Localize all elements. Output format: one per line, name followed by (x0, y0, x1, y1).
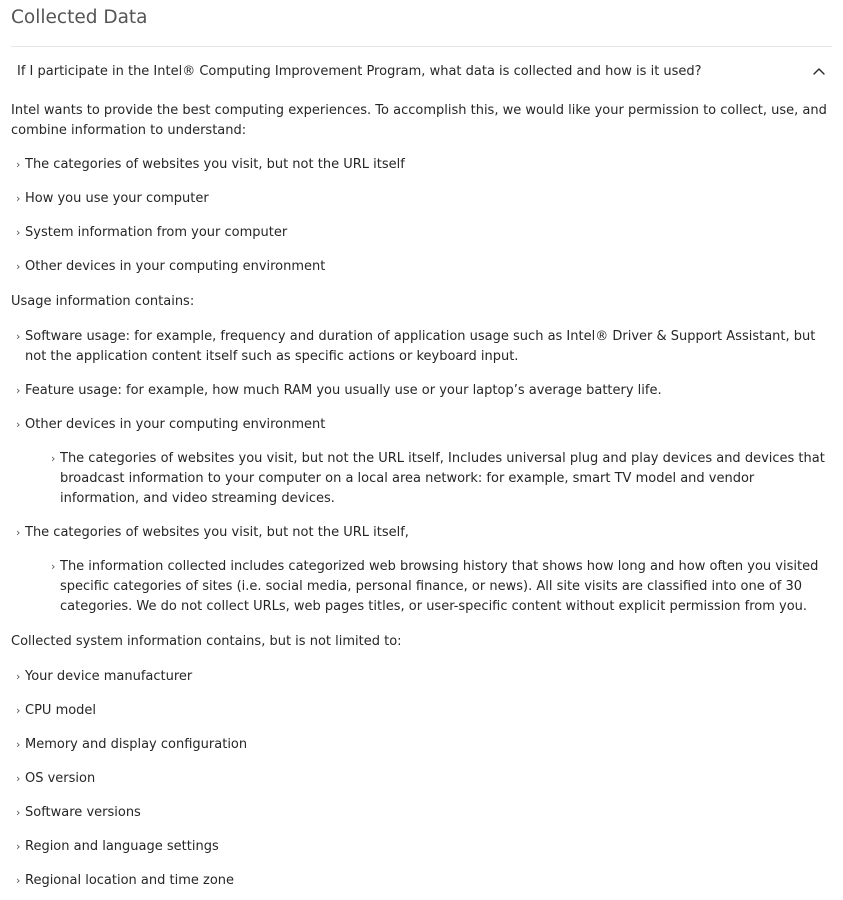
chevron-right-icon: › (16, 670, 21, 683)
chevron-right-icon: › (16, 330, 21, 343)
chevron-right-icon: › (16, 772, 21, 785)
chevron-right-icon: › (16, 226, 21, 239)
list-item-text: Other devices in your computing environment (25, 417, 326, 432)
chevron-right-icon: › (16, 158, 21, 171)
chevron-right-icon: › (16, 704, 21, 717)
section-title: Collected Data (11, 0, 832, 47)
collected-data-section (11, 0, 832, 891)
list-item (11, 871, 832, 891)
list-item-text: How you use your computer (25, 191, 209, 206)
usage-list-continued (11, 523, 832, 543)
list-item (11, 155, 832, 175)
list-item-text: Software versions (25, 805, 141, 820)
list-item (11, 769, 832, 789)
list-item (11, 523, 832, 543)
sub-list-item (46, 449, 832, 509)
list-item-text: Other devices in your computing environment (25, 259, 326, 274)
list-item-text: Region and language settings (25, 839, 219, 854)
list-item (11, 381, 832, 401)
list-item-text: System information from your computer (25, 225, 288, 240)
usage-sub-list (11, 449, 832, 509)
accordion-question[interactable]: If I participate in the Intel® Computing Improvement Program, what data is collected and how is it used? (17, 63, 702, 79)
list-item (11, 735, 832, 755)
chevron-right-icon: › (16, 526, 21, 539)
list-item (11, 189, 832, 209)
chevron-right-icon: › (16, 192, 21, 205)
list-item-text: The categories of websites you visit, but not the URL itself, Includes universal plug and play devices and devices that broadcast information to your computer on a local area network: for example, smart TV model and vendor information, and video streaming devices. (60, 451, 825, 506)
accordion-body (11, 101, 832, 891)
list-item-text: The categories of websites you visit, but not the URL itself, (25, 525, 409, 540)
accordion-header[interactable] (11, 47, 832, 95)
list-item (11, 257, 832, 277)
list-item-text: The information collected includes categorized web browsing history that shows how long and how often you visited specific categories of sites (i.e. social media, personal finance, or news). All site visits are classified into one of 30 categories. We do not collect URLs, web pages titles, or user-specific content without explicit permission from you. (60, 559, 819, 614)
chevron-right-icon: › (16, 806, 21, 819)
chevron-right-icon: › (16, 738, 21, 751)
list-item-text: CPU model (25, 703, 97, 718)
list-item-text: Memory and display configuration (25, 737, 248, 752)
list-item (11, 223, 832, 243)
chevron-right-icon: › (51, 560, 56, 573)
system-list (11, 667, 832, 891)
chevron-right-icon: › (16, 418, 21, 431)
list-item (11, 415, 832, 435)
system-heading: Collected system information contains, but is not limited to: (11, 634, 402, 649)
sub-list-item (46, 557, 832, 617)
list-item-text: Regional location and time zone (25, 873, 235, 888)
list-item (11, 667, 832, 687)
chevron-right-icon: › (16, 260, 21, 273)
usage-heading: Usage information contains: (11, 294, 195, 309)
intro-list (11, 155, 832, 277)
chevron-right-icon: › (51, 452, 56, 465)
list-item (11, 327, 832, 367)
list-item-text: Feature usage: for example, how much RAM you usually use or your laptop’s average battery life. (25, 383, 662, 398)
usage-sub-list-2 (11, 557, 832, 617)
chevron-right-icon: › (16, 874, 21, 887)
list-item-text: Your device manufacturer (25, 669, 193, 684)
list-item (11, 803, 832, 823)
list-item-text: The categories of websites you visit, but not the URL itself (25, 157, 405, 172)
chevron-right-icon: › (16, 840, 21, 853)
usage-list (11, 327, 832, 435)
list-item (11, 837, 832, 857)
list-item-text: OS version (25, 771, 96, 786)
chevron-up-icon[interactable] (812, 64, 826, 78)
list-item-text: Software usage: for example, frequency and duration of application usage such as Intel® Driver & Support Assistant, but not the application content itself such as specific actions or keyboard input. (25, 329, 816, 364)
intro-paragraph: Intel wants to provide the best computing experiences. To accomplish this, we would like your permission to collect, use, and combine information to understand: (11, 103, 827, 138)
chevron-right-icon: › (16, 384, 21, 397)
list-item (11, 701, 832, 721)
